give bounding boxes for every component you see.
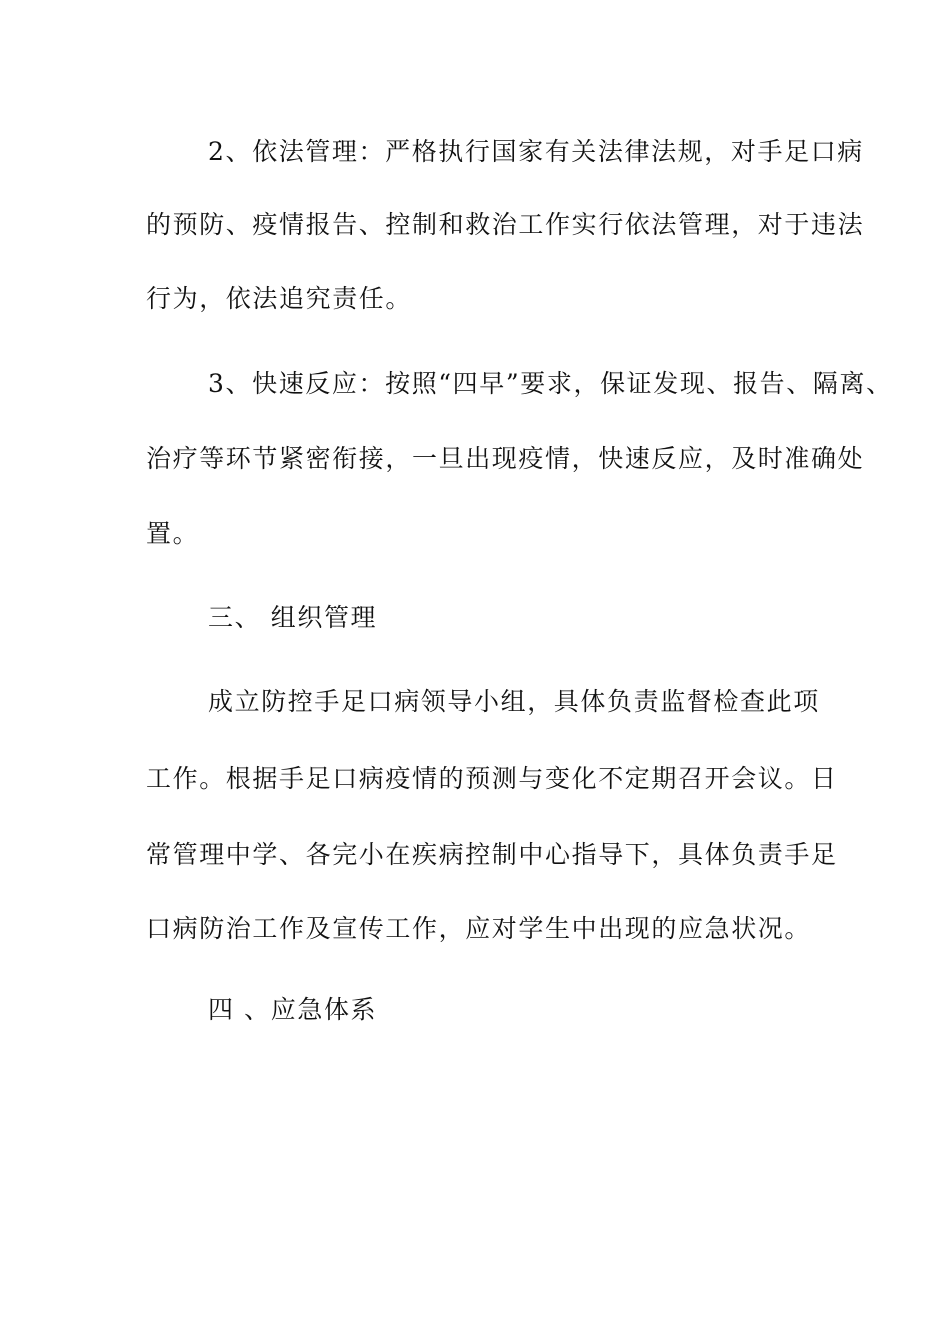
- paragraph-organization-line-2: 工作。根据手足口病疫情的预测与变化不定期召开会议。日: [146, 764, 838, 793]
- paragraph-rapid-response-line-1: 3、快速反应：按照“四早”要求，保证发现、报告、隔离、: [208, 369, 893, 398]
- paragraph-organization-line-1: 成立防控手足口病领导小组，具体负责监督检查此项: [208, 687, 820, 716]
- paragraph-legal-management-line-1: 2、依法管理：严格执行国家有关法律法规，对手足口病: [208, 137, 864, 166]
- paragraph-rapid-response-line-3: 置。: [146, 519, 200, 548]
- paragraph-organization-line-4: 口病防治工作及宣传工作，应对学生中出现的应急状况。: [146, 914, 812, 943]
- paragraph-rapid-response-line-2: 治疗等环节紧密衔接，一旦出现疫情，快速反应，及时准确处: [146, 444, 865, 473]
- paragraph-legal-management-line-2: 的预防、疫情报告、控制和救治工作实行依法管理，对于违法: [146, 210, 865, 239]
- section-heading-organization: 三、 组织管理: [208, 603, 378, 632]
- section-heading-emergency-system: 四 、应急体系: [208, 995, 378, 1024]
- paragraph-organization-line-3: 常管理中学、各完小在疾病控制中心指导下，具体负责手足: [146, 840, 838, 869]
- paragraph-legal-management-line-3: 行为，依法追究责任。: [146, 284, 413, 313]
